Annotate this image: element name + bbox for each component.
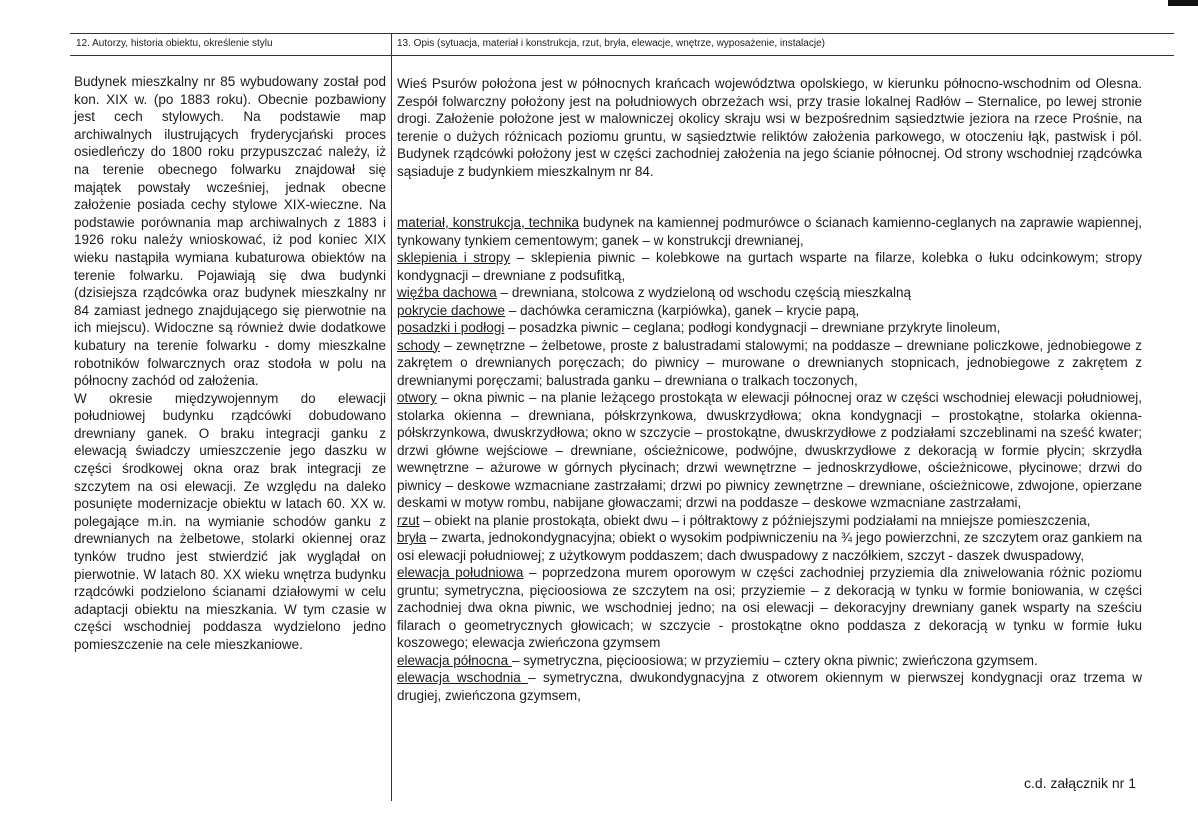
section-13-header: 13. Opis (sytuacja, materiał i konstrukcja, rzut, bryła, elewacje, wnętrze, wyposażenie, instalacje) xyxy=(397,38,825,49)
description-item-east-elevation xyxy=(397,669,1142,704)
description-item-roofing xyxy=(397,302,1142,320)
item-text: – symetryczna, pięcioosiowa; w przyziemiu – cztery okna piwnic; zwieńczona gzymsem. xyxy=(511,652,1038,668)
top-border-line xyxy=(70,33,1174,34)
item-term: sklepienia i stropy xyxy=(397,250,511,265)
item-text: – zwarta, jednokondygnacyjna; obiekt o wysokim podpiwniczeniu na ¾ jego powierzchni, ze szczytem oraz gankiem na osi elewacji południowej; z użytkowym poddaszem; dach dwuspadowy z naczółkiem, szczyt - daszek dwuspadowy, xyxy=(397,530,1142,563)
description-item-massing xyxy=(397,529,1142,564)
item-text: – symetryczna, dwukondygnacyjna z otworem okiennym w pierwszej kondygnacji oraz trzema w drugiej, zwieńczona gzymsem, xyxy=(397,670,1142,703)
item-text: – drewniana, stolcowa z wydzieloną od wschodu częścią mieszkalną xyxy=(496,285,912,300)
item-term: otwory xyxy=(397,390,437,405)
scan-edge-mark xyxy=(1168,0,1198,6)
description-item-plan xyxy=(397,512,1142,530)
item-term: schody xyxy=(397,337,440,353)
item-term: rzut xyxy=(397,512,420,528)
item-text: – dachówka ceramiczna (karpiówka), ganek – krycie papą, xyxy=(505,302,860,318)
item-term: pokrycie dachowe xyxy=(397,302,506,318)
item-text: – obiekt na planie prostokąta, obiekt dwu – i półtraktowy z późniejszymi podziałami na mniejsze pomieszczenia, xyxy=(419,512,1091,528)
item-text: – posadzka piwnic – ceglana; podłogi kondygnacji – drewniane przykryte linoleum, xyxy=(504,320,1001,335)
item-term: elewacja wschodnia xyxy=(397,670,529,685)
column-divider-line xyxy=(391,33,392,801)
item-text: – poprzedzona murem oporowym w części zachodniej przyziemia dla zniwelowania różnic poziomu gruntu; symetryczna, pięcioosiowa ze szczytem na osi; przyziemie – z dekoracją w tynku w formie boniowania, w części zachodniej dwa okna piwnic, we wschodniej jedno; na osi elewacji – dekoracyjny drewniany ganek wsparty na sześciu filarach o geometrycznych głowicach; w szczycie - prostokątne okno poddasza z dekoracją w tynku w formie łuku koszowego; elewacja zwieńczona gzymsem xyxy=(397,565,1142,650)
description-item-vaults xyxy=(397,249,1142,284)
description-item-roof-truss xyxy=(397,284,1142,302)
description-item-south-elevation xyxy=(397,564,1142,652)
description-item-north-elevation xyxy=(397,652,1142,670)
section-12-header: 12. Autorzy, historia obiektu, określenie stylu xyxy=(76,38,273,49)
location-paragraph: Wieś Psurów położona jest w północnych krańcach województwa opolskiego, w kierunku północno-wschodnim od Olesna. Zespół folwarczny położony jest na południowych obrzeżach wsi, przy trasie lokalnej Radłów – Sternalice, po lewej stronie drogi. Założenie położone jest w malowniczej okolicy skraju wsi w bezpośrednim sąsiedztwie jeziora na rzece Prośnie, na terenie o dużych różnicach poziomu gruntu, w sąsiedztwie reliktów założenia parkowego, w otoczeniu łąk, pastwisk i pól. Budynek rządcówki położony jest w części zachodniej założenia na jego ścianie północnej. Od strony wschodniej rządcówka sąsiaduje z budynkiem mieszkalnym nr 84. xyxy=(397,76,1142,179)
history-paragraph: Budynek mieszkalny nr 85 wybudowany został pod kon. XIX w. (po 1883 roku). Obecnie pozbawiony jest cech stylowych. Na podstawie map archiwalnych ilustrujących fryderycjański proces osiedleńczy do 1800 roku przypuszczać należy, iż na terenie obecnego folwarku znajdował się majątek powstały wcześniej, jednak obecne założenie posiada cechy stylowe XIX-wieczne. Na podstawie porównania map archiwalnych z 1883 i 1926 roku należy wnioskować, iż pod koniec XIX wieku nastąpiła wymiana kubaturowa obiektów na terenie folwarku. Pojawiają się dwa budynki (dzisiejsza rządcówka oraz budynek mieszkalny nr 84 zamiast jednego znajdującego się pierwotnie na ich miejscu). Widoczne są również dwie dodatkowe kubatury na terenie folwarku - domy mieszkalne robotników folwarcznych oraz stodoła w polu na północny zachód od założenia. xyxy=(74,74,386,389)
item-term: więźba dachowa xyxy=(397,285,497,300)
item-term: elewacja południowa xyxy=(397,565,524,580)
item-text: – zewnętrzne – żelbetowe, proste z balustradami stalowymi; na poddasze – drewniane policzkowe, jednobiegowe z zakrętem o drewnianych poręczach; do piwnicy – murowane o drewnianych stopnicach, jednobiegowe z zakrętem z drewnianymi poręczami; balustrada ganku – drewniana o tralkach toczonych, xyxy=(397,337,1142,388)
history-paragraph: W okresie międzywojennym do elewacji południowej budynku rządcówki dobudowano drewniany ganek. O braku integracji ganku z elewacją świadczy umieszczenie jego daszku w części środkowej okna oraz brak integracji ze szczytem na osi elewacji. Ze względu na daleko posunięte modernizacje obiektu w latach 60. XX w. polegające m.in. na wymianie schodów ganku z drewnianych na żelbetowe, stolarki okiennej oraz tynków trudno jest stwierdzić jak wyglądał on pierwotnie. W latach 80. XX wieku wnętrza budynku rządcówki podzielono ścianami działowymi w celu adaptacji obiektu na mieszkania. W tym czasie w części wschodniej poddasza wydzielono jedno pomieszczenie na cele mieszkaniowe. xyxy=(74,390,386,652)
item-term: bryła xyxy=(397,530,427,545)
item-text: – okna piwnic – na planie leżącego prostokąta w elewacji północnej oraz w części wschodniej elewacji południowej, stolarka okienna – drewniana, półskrzynkowa, dwuskrzydłowa; okna kondygnacji – prostokątne, stolarka okienna- półskrzynkowa, dwuskrzydłowa; okno w szczycie – prostokątne, dwuskrzydłowe z podziałami szczeblinami na sześć kwater; drzwi główne wejściowe – drewniane, ościeżnicowe, podwójne, dwuskrzydłowe z dekoracją w formie płycin; skrzydła wewnętrzne – ażurowe w górnych płycinach; drzwi wewnętrzne – jednoskrzydłowe, ościeżnicowe, płycinowe; drzwi do piwnicy – deskowe wzmacniane zastrzałami; drzwi po piwnicy zewnętrzne – drewniane, ościeżnicowe, zdwojone, opierzane deskami w motyw rombu, nabijane głowaczami; drzwi na poddasze – deskowe wzmacniane zastrzałami, xyxy=(397,390,1142,510)
item-term: materiał, konstrukcja, technika xyxy=(397,215,580,230)
item-text: budynek na kamiennej podmurówce o ścianach kamienno-ceglanych na zaprawie wapiennej, tynkowany tynkiem cementowym; ganek – w konstrukcji drewnianej, xyxy=(397,215,1143,248)
history-column xyxy=(74,73,386,654)
attachment-note: c.d. załącznik nr 1 xyxy=(1023,775,1136,791)
description-item-stairs xyxy=(397,337,1142,390)
item-text: – sklepienia piwnic – kolebkowe na gurtach wsparte na filarze, kolebka o łuku odcinkowym; stropy kondygnacji – drewniane z podsufitką, xyxy=(397,250,1142,283)
description-column xyxy=(397,75,1142,704)
description-item-floors xyxy=(397,319,1142,337)
description-item-material xyxy=(397,214,1142,249)
item-term: elewacja północna xyxy=(397,652,512,668)
description-item-openings xyxy=(397,389,1142,512)
item-term: posadzki i podłogi xyxy=(397,320,505,335)
header-divider-line xyxy=(70,55,1174,56)
